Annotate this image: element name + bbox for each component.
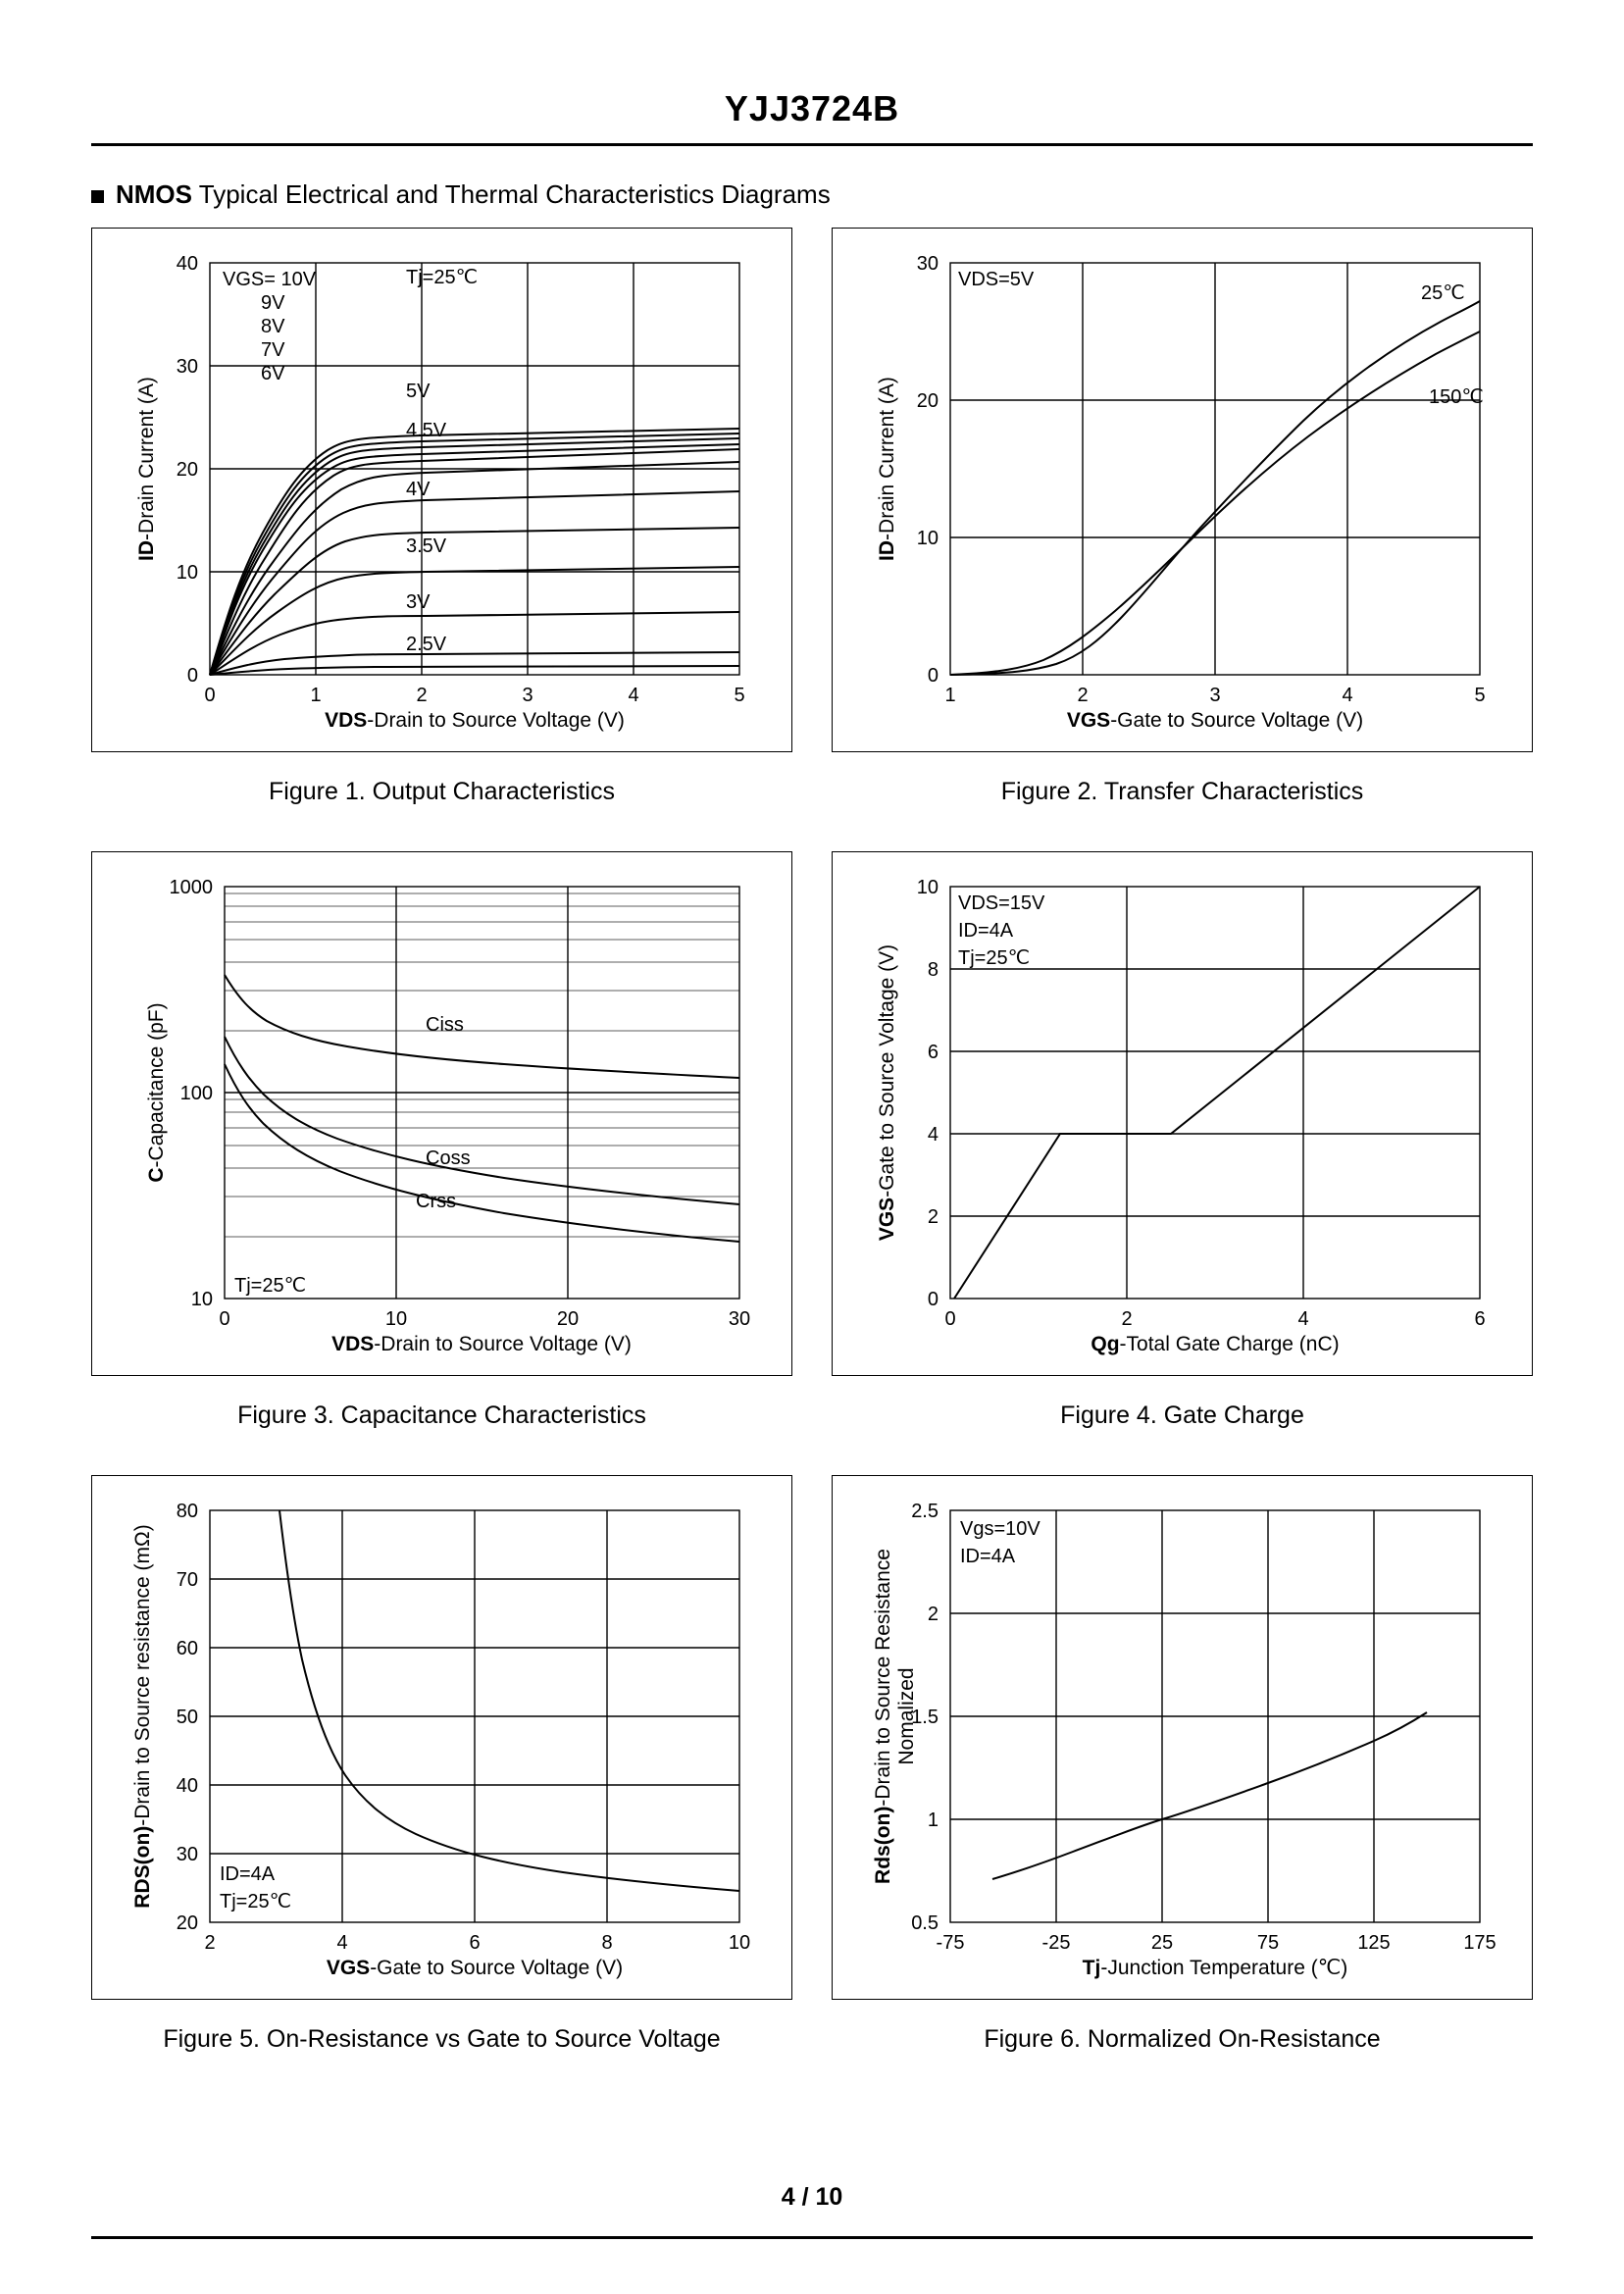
svg-text:RDS(on)-Drain to Source resist: RDS(on)-Drain to Source resistance (mΩ) xyxy=(131,1524,154,1909)
figure-5 xyxy=(91,1475,792,2099)
svg-text:1: 1 xyxy=(310,685,322,706)
svg-text:8: 8 xyxy=(601,1932,613,1954)
figure-1-chart xyxy=(92,229,791,751)
svg-text:8: 8 xyxy=(927,959,939,981)
svg-text:ID=4A: ID=4A xyxy=(958,920,1014,942)
figure-5-chart xyxy=(92,1476,791,1999)
svg-text:Rds(on)-Drain to Source Resist: Rds(on)-Drain to Source Resistance xyxy=(872,1549,894,1884)
figure-2-caption: Figure 2. Transfer Characteristics xyxy=(1000,778,1364,805)
figure-3 xyxy=(91,851,792,1475)
svg-text:3.5V: 3.5V xyxy=(406,535,447,557)
svg-text:VDS=15V: VDS=15V xyxy=(958,892,1045,914)
svg-text:30: 30 xyxy=(916,253,939,275)
svg-text:10: 10 xyxy=(384,1308,408,1330)
svg-text:10: 10 xyxy=(176,562,198,584)
figure-4 xyxy=(832,851,1533,1475)
svg-text:-25: -25 xyxy=(1041,1932,1071,1954)
svg-text:0: 0 xyxy=(927,665,939,687)
figure-6-caption: Figure 6. Normalized On-Resistance xyxy=(984,2025,1381,2053)
svg-text:VDS=5V: VDS=5V xyxy=(958,269,1035,290)
svg-text:0: 0 xyxy=(944,1308,956,1330)
figure-4-chart xyxy=(833,852,1532,1375)
svg-text:Ciss: Ciss xyxy=(426,1014,464,1036)
svg-text:60: 60 xyxy=(176,1638,198,1659)
svg-text:Nomalized: Nomalized xyxy=(895,1667,918,1765)
svg-text:30: 30 xyxy=(728,1308,751,1330)
bullet-square-icon xyxy=(91,190,104,203)
svg-text:VDS-Drain to Source Voltage (V: VDS-Drain to Source Voltage (V) xyxy=(331,1333,632,1355)
svg-text:10: 10 xyxy=(916,528,939,549)
page-number: 4 / 10 xyxy=(781,2183,843,2211)
svg-text:1000: 1000 xyxy=(169,877,213,898)
svg-text:30: 30 xyxy=(176,356,198,378)
svg-text:2: 2 xyxy=(927,1206,939,1228)
figure-3-caption: Figure 3. Capacitance Characteristics xyxy=(237,1402,646,1429)
svg-text:6V: 6V xyxy=(261,363,285,384)
figure-1-box xyxy=(91,228,792,752)
figure-2-chart xyxy=(833,229,1532,751)
svg-text:75: 75 xyxy=(1256,1932,1280,1954)
svg-text:2: 2 xyxy=(416,685,428,706)
svg-text:VGS-Gate to Source Voltage (V): VGS-Gate to Source Voltage (V) xyxy=(1066,709,1364,732)
svg-text:3: 3 xyxy=(1209,685,1221,706)
svg-text:4: 4 xyxy=(1342,685,1353,706)
svg-text:8V: 8V xyxy=(261,316,285,337)
svg-text:ID=4A: ID=4A xyxy=(960,1546,1016,1567)
svg-text:Tj=25℃: Tj=25℃ xyxy=(958,947,1031,969)
svg-text:Tj=25℃: Tj=25℃ xyxy=(234,1275,307,1297)
svg-text:VGS= 10V: VGS= 10V xyxy=(223,269,317,290)
section-heading xyxy=(91,179,1533,210)
svg-text:80: 80 xyxy=(176,1501,198,1522)
figure-2 xyxy=(832,228,1533,851)
svg-text:1: 1 xyxy=(944,685,956,706)
svg-text:20: 20 xyxy=(556,1308,580,1330)
svg-text:ID-Drain Current (A): ID-Drain Current (A) xyxy=(135,377,158,561)
figure-3-box xyxy=(91,851,792,1376)
svg-text:5: 5 xyxy=(1474,685,1486,706)
figure-5-box xyxy=(91,1475,792,2000)
figure-1-caption: Figure 1. Output Characteristics xyxy=(269,778,615,805)
footer-divider xyxy=(91,2236,1533,2239)
svg-text:Qg-Total Gate Charge (nC): Qg-Total Gate Charge (nC) xyxy=(1091,1333,1340,1355)
svg-text:1.5: 1.5 xyxy=(911,1707,939,1728)
svg-text:1: 1 xyxy=(927,1810,939,1831)
svg-text:10: 10 xyxy=(728,1932,751,1954)
svg-text:0.5: 0.5 xyxy=(911,1912,939,1934)
svg-text:25℃: 25℃ xyxy=(1421,282,1465,304)
svg-text:ID-Drain Current (A): ID-Drain Current (A) xyxy=(876,377,898,561)
svg-text:2: 2 xyxy=(1121,1308,1133,1330)
svg-text:2.5V: 2.5V xyxy=(406,634,447,655)
svg-text:6: 6 xyxy=(927,1042,939,1063)
svg-text:25: 25 xyxy=(1150,1932,1174,1954)
figure-4-caption: Figure 4. Gate Charge xyxy=(1060,1402,1304,1429)
svg-text:Tj=25℃: Tj=25℃ xyxy=(406,267,479,288)
svg-text:Vgs=10V: Vgs=10V xyxy=(960,1518,1040,1540)
svg-text:-75: -75 xyxy=(936,1932,965,1954)
svg-text:Coss: Coss xyxy=(426,1147,471,1169)
svg-text:70: 70 xyxy=(176,1569,198,1591)
svg-text:4: 4 xyxy=(927,1124,939,1146)
svg-text:30: 30 xyxy=(176,1844,198,1865)
svg-text:0: 0 xyxy=(927,1289,939,1310)
svg-text:2: 2 xyxy=(204,1932,216,1954)
figure-6 xyxy=(832,1475,1533,2099)
svg-text:40: 40 xyxy=(176,253,198,275)
svg-text:5: 5 xyxy=(734,685,745,706)
svg-text:4.5V: 4.5V xyxy=(406,420,447,441)
svg-text:4V: 4V xyxy=(406,479,431,500)
svg-text:10: 10 xyxy=(916,877,939,898)
figure-6-box xyxy=(832,1475,1533,2000)
figure-1 xyxy=(91,228,792,851)
svg-text:0: 0 xyxy=(219,1308,230,1330)
svg-text:150℃: 150℃ xyxy=(1429,386,1484,408)
figure-2-box xyxy=(832,228,1533,752)
svg-text:4: 4 xyxy=(1297,1308,1309,1330)
svg-text:3V: 3V xyxy=(406,591,431,613)
svg-text:ID=4A: ID=4A xyxy=(220,1863,276,1885)
svg-text:20: 20 xyxy=(176,1912,198,1934)
figure-5-caption: Figure 5. On-Resistance vs Gate to Source Voltage xyxy=(163,2025,721,2053)
svg-text:7V: 7V xyxy=(261,339,285,361)
svg-text:2: 2 xyxy=(1077,685,1089,706)
svg-text:VDS-Drain to Source Voltage (V: VDS-Drain to Source Voltage (V) xyxy=(325,709,625,732)
svg-text:Tj=25℃: Tj=25℃ xyxy=(220,1891,292,1912)
figure-3-chart xyxy=(92,852,791,1375)
section-heading-rest: Typical Electrical and Thermal Characteristics Diagrams xyxy=(192,179,831,209)
svg-text:100: 100 xyxy=(179,1083,213,1104)
svg-text:Tj-Junction Temperature (℃): Tj-Junction Temperature (℃) xyxy=(1082,1957,1348,1979)
svg-text:175: 175 xyxy=(1463,1932,1497,1954)
svg-text:9V: 9V xyxy=(261,292,285,314)
svg-text:3: 3 xyxy=(522,685,533,706)
page-title: YJJ3724B xyxy=(724,88,900,128)
svg-text:6: 6 xyxy=(469,1932,481,1954)
figure-grid xyxy=(91,228,1533,2099)
svg-text:VGS-Gate to Source Voltage (V): VGS-Gate to Source Voltage (V) xyxy=(326,1957,624,1979)
svg-text:C-Capacitance (pF): C-Capacitance (pF) xyxy=(145,1002,168,1183)
svg-text:20: 20 xyxy=(916,390,939,412)
section-heading-bold: NMOS xyxy=(116,179,192,209)
figure-4-box xyxy=(832,851,1533,1376)
svg-text:2.5: 2.5 xyxy=(911,1501,939,1522)
svg-text:50: 50 xyxy=(176,1707,198,1728)
figure-6-chart xyxy=(833,1476,1532,1999)
svg-text:0: 0 xyxy=(186,665,198,687)
svg-text:VGS-Gate to Source Voltage (V): VGS-Gate to Source Voltage (V) xyxy=(876,943,898,1242)
svg-text:Crss: Crss xyxy=(416,1191,457,1212)
svg-text:125: 125 xyxy=(1357,1932,1391,1954)
svg-text:2: 2 xyxy=(927,1604,939,1625)
svg-text:6: 6 xyxy=(1474,1308,1486,1330)
svg-text:40: 40 xyxy=(176,1775,198,1797)
svg-text:0: 0 xyxy=(204,685,216,706)
header-divider xyxy=(91,143,1533,146)
svg-text:5V: 5V xyxy=(406,381,431,402)
svg-text:10: 10 xyxy=(190,1289,213,1310)
svg-text:4: 4 xyxy=(336,1932,348,1954)
svg-text:4: 4 xyxy=(628,685,639,706)
svg-text:20: 20 xyxy=(176,459,198,481)
